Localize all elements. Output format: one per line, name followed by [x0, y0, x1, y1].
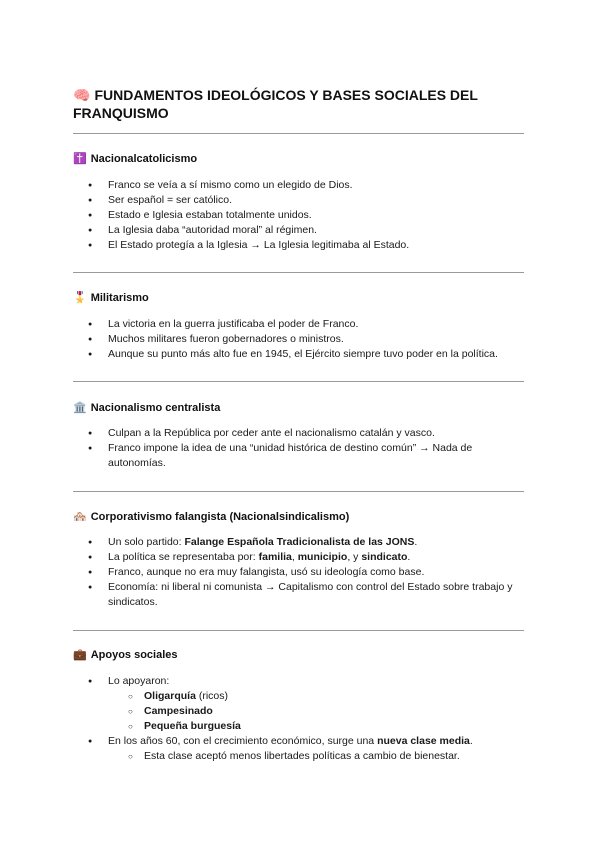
- sub-list-item: ○ Esta clase aceptó menos libertades políticas a cambio de bienestar.: [0, 749, 524, 764]
- bold-text: municipio: [297, 551, 348, 563]
- list-item: ● En los años 60, con el crecimiento económico, surge una nueva clase media. ○ Esta clase aceptó menos libertades políticas a cambio de bienestar.: [0, 734, 528, 764]
- section-heading-text: Nacionalismo centralista: [90, 402, 221, 414]
- section-heading-nacionalcatolicismo: [73, 152, 197, 166]
- divider: [73, 133, 524, 134]
- brain-icon: 🧠: [73, 87, 91, 103]
- list-item: ● Muchos militares fueron gobernadores o ministros.: [0, 332, 528, 347]
- sub-list-item: [0, 704, 524, 719]
- list-item: ● Franco, aunque no era muy falangista, usó su ideología como base.: [0, 565, 528, 580]
- bold-text: nueva clase media: [377, 735, 470, 747]
- bold-text: sindicato: [361, 551, 408, 563]
- briefcase-icon: 💼: [73, 649, 87, 661]
- section-heading-apoyos-sociales: [73, 648, 178, 662]
- list-item: ● Franco impone la idea de una “unidad histórica de destino común” → Nada de autonomías.: [0, 441, 528, 471]
- list-item: ● La Iglesia daba “autoridad moral” al régimen.: [0, 223, 528, 238]
- divider: [73, 381, 524, 382]
- document-title-text: FUNDAMENTOS IDEOLÓGICOS Y BASES SOCIALES DEL FRANQUISMO: [73, 87, 478, 121]
- section-heading-text: Nacionalcatolicismo: [90, 153, 198, 165]
- list-item: ● Economía: ni liberal ni comunista → Capitalismo con control del Estado sobre trabajo y sindicatos.: [0, 580, 528, 610]
- section-heading-text: Corporativismo falangista (Nacionalsindicalismo): [90, 511, 350, 523]
- list-item: ● Lo apoyaron: ○ Oligarquía (ricos) ○ Campesinado ○ Pequeña burguesía: [0, 674, 528, 734]
- section-heading-text: Apoyos sociales: [90, 649, 178, 661]
- document-title: [73, 86, 533, 122]
- list-item: ● La victoria en la guerra justificaba el poder de Franco.: [0, 317, 528, 332]
- section-heading-nacionalismo-centralista: [73, 401, 220, 415]
- divider: [73, 491, 524, 492]
- section-heading-militarismo: [73, 291, 149, 305]
- cross-icon: ✝️: [73, 153, 87, 165]
- bullet-list: [0, 178, 528, 253]
- list-item: ● Ser español = ser católico.: [0, 193, 528, 208]
- classical-building-icon: 🏛️: [73, 402, 87, 414]
- bullet-list: [0, 674, 528, 764]
- sub-list-item: ○ Oligarquía (ricos): [0, 689, 524, 704]
- bullet-list: [0, 426, 528, 471]
- bold-text: Falange Española Tradicionalista de las JONS: [184, 536, 415, 548]
- list-item: ● Estado e Iglesia estaban totalmente unidos.: [0, 208, 528, 223]
- section-heading-corporativismo: [73, 510, 349, 524]
- list-item: ● La política se representaba por: familia, municipio, y sindicato.: [0, 550, 528, 565]
- bullet-list: [0, 535, 528, 610]
- bold-text: Oligarquía: [144, 690, 196, 702]
- bold-text: Campesinado: [144, 705, 213, 717]
- medal-icon: 🎖️: [73, 292, 87, 304]
- bold-text: familia: [258, 551, 292, 563]
- list-item: ● Un solo partido: Falange Española Tradicionalista de las JONS.: [0, 535, 528, 550]
- section-heading-text: Militarismo: [90, 292, 149, 304]
- bold-text: Pequeña burguesía: [144, 720, 241, 732]
- sub-list: [108, 749, 528, 764]
- list-item: ● Aunque su punto más alto fue en 1945, el Ejército siempre tuvo poder en la política.: [0, 347, 528, 362]
- divider: [73, 630, 524, 631]
- sub-list-item: [0, 719, 524, 734]
- list-item: ● Franco se veía a sí mismo como un elegido de Dios.: [0, 178, 528, 193]
- divider: [73, 272, 524, 273]
- sub-list: [108, 689, 528, 734]
- bullet-list: [0, 317, 528, 362]
- houses-icon: 🏘️: [73, 511, 87, 523]
- list-item: ● El Estado protegía a la Iglesia → La Iglesia legitimaba al Estado.: [0, 238, 528, 253]
- list-item: ● Culpan a la República por ceder ante el nacionalismo catalán y vasco.: [0, 426, 528, 441]
